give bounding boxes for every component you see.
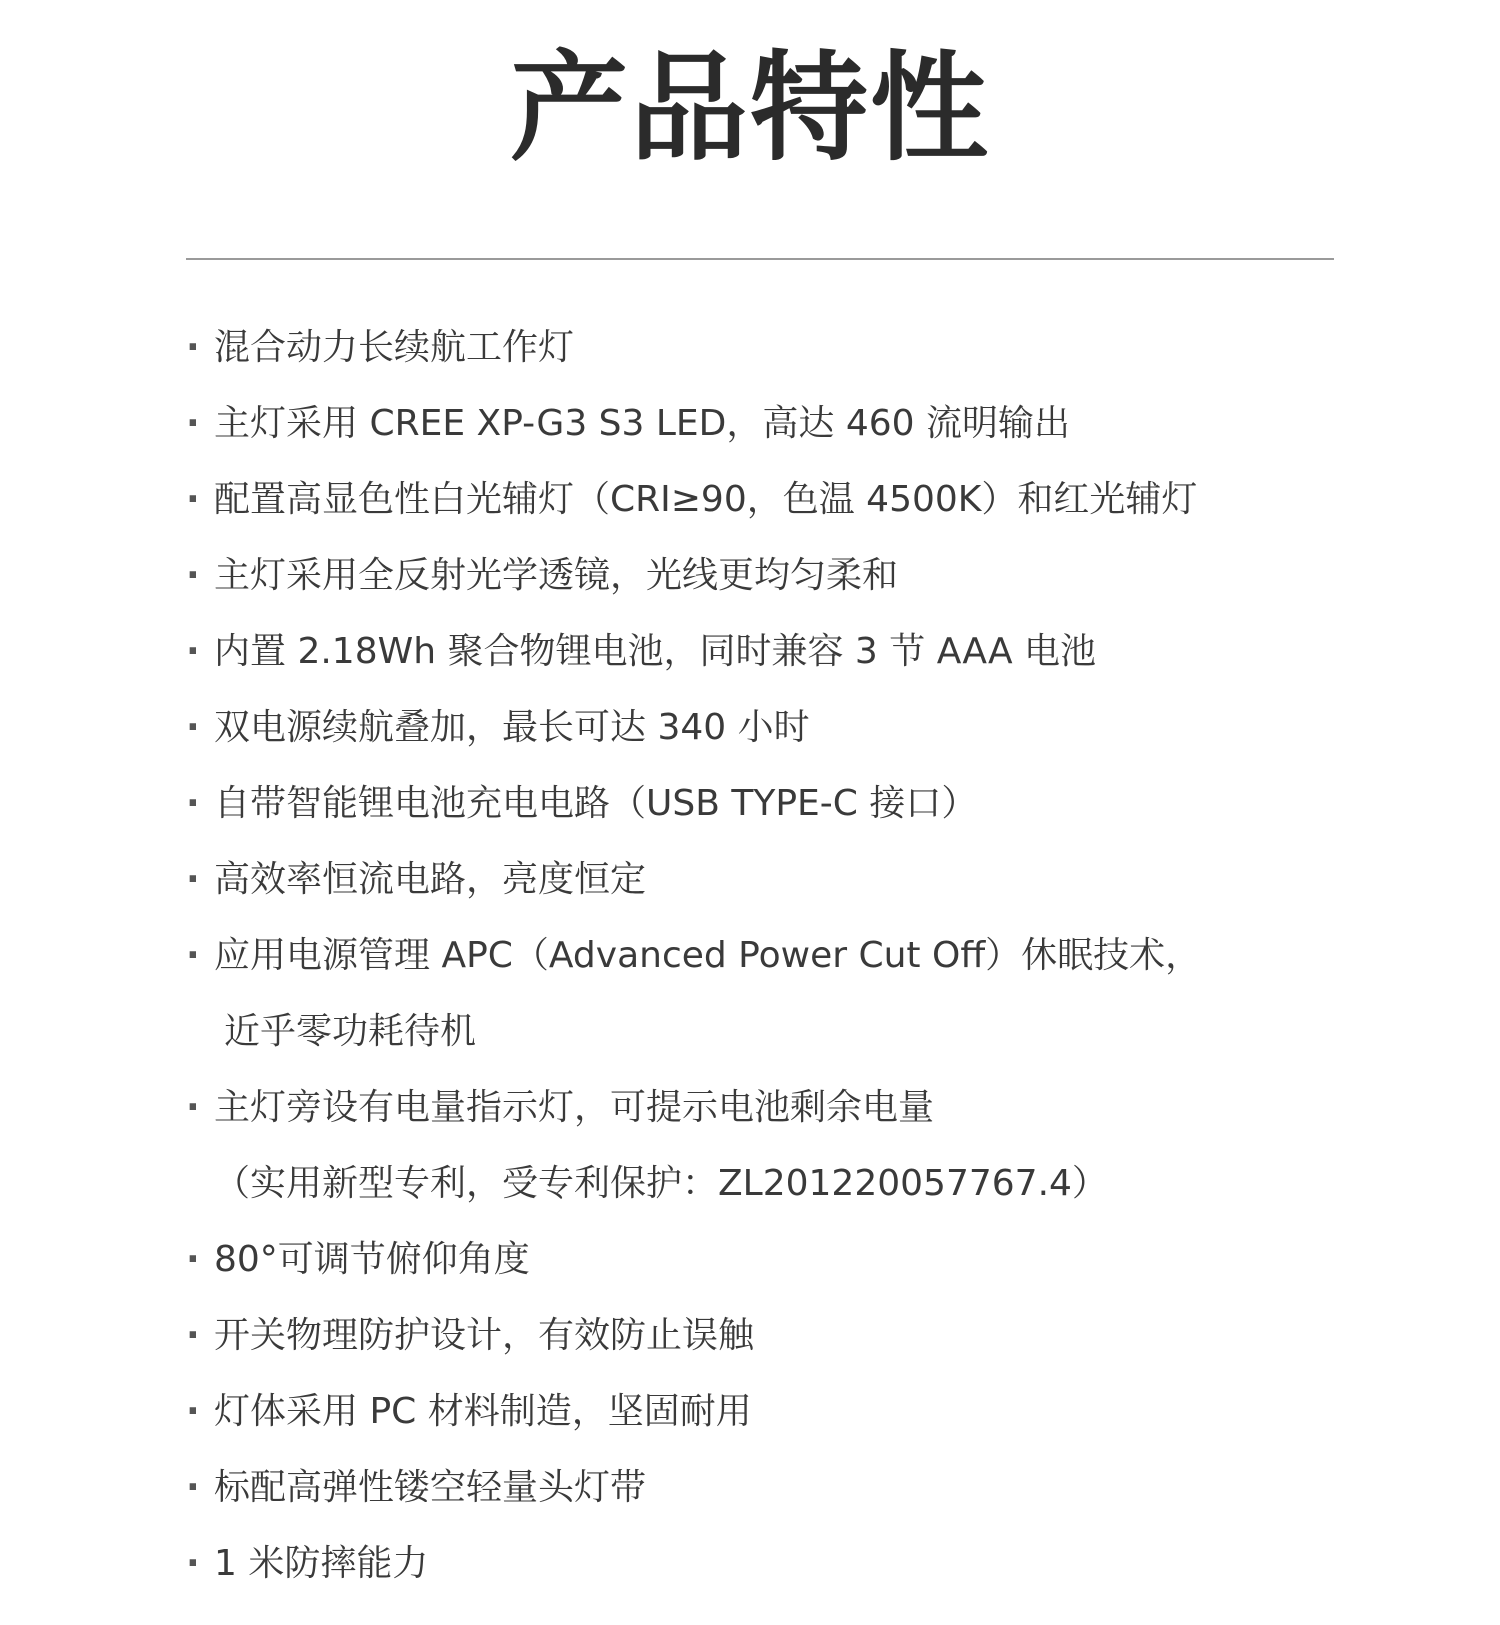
bullet-dot: · — [186, 707, 200, 748]
feature-item — [186, 1374, 1386, 1450]
title-divider — [186, 258, 1334, 260]
feature-item — [186, 462, 1386, 538]
bullet-dot: · — [186, 1087, 200, 1128]
feature-item — [186, 538, 1386, 614]
feature-text: 应用电源管理 APC（Advanced Power Cut Off）休眠技术， — [214, 935, 1202, 976]
feature-item — [186, 1450, 1386, 1526]
feature-text: 标配高弹性镂空轻量头灯带 — [214, 1467, 647, 1508]
bullet-dot: · — [186, 327, 200, 368]
feature-text: 双电源续航叠加，最长可达 340 小时 — [214, 707, 810, 748]
feature-text: 高效率恒流电路，亮度恒定 — [214, 859, 647, 900]
feature-text: 80°可调节俯仰角度 — [214, 1239, 530, 1280]
feature-item — [186, 918, 1386, 994]
bullet-dot: · — [186, 1315, 200, 1356]
feature-text: 主灯旁设有电量指示灯，可提示电池剩余电量 — [214, 1087, 935, 1128]
bullet-dot: · — [186, 403, 200, 444]
bullet-dot: · — [186, 859, 200, 900]
bullet-dot: · — [186, 555, 200, 596]
bullet-dot: · — [186, 1467, 200, 1508]
feature-text: 主灯采用 CREE XP-G3 S3 LED，高达 460 流明输出 — [214, 403, 1070, 444]
feature-item — [186, 1222, 1386, 1298]
bullet-dot: · — [186, 783, 200, 824]
feature-text: 主灯采用全反射光学透镜，光线更均匀柔和 — [214, 555, 899, 596]
feature-item — [186, 842, 1386, 918]
feature-item — [186, 310, 1386, 386]
feature-item — [186, 1298, 1386, 1374]
feature-item-continuation — [186, 1146, 1386, 1222]
bullet-dot: · — [186, 1543, 200, 1584]
feature-item-continuation — [186, 994, 1386, 1070]
feature-text: 1 米防摔能力 — [214, 1543, 429, 1584]
feature-item — [186, 386, 1386, 462]
feature-item — [186, 614, 1386, 690]
bullet-dot: · — [186, 631, 200, 672]
feature-text: 配置高显色性白光辅灯（CRI≥90，色温 4500K）和红光辅灯 — [214, 479, 1198, 520]
feature-continuation-text: 近乎零功耗待机 — [224, 1011, 477, 1052]
feature-text: 开关物理防护设计，有效防止误触 — [214, 1315, 755, 1356]
bullet-dot: · — [186, 935, 200, 976]
feature-list — [186, 310, 1386, 1602]
feature-text: 自带智能锂电池充电电路（USB TYPE-C 接口） — [214, 783, 978, 824]
feature-continuation-text: （实用新型专利，受专利保护：ZL201220057767.4） — [214, 1163, 1108, 1204]
bullet-dot: · — [186, 1239, 200, 1280]
bullet-dot: · — [186, 1391, 200, 1432]
feature-item — [186, 1526, 1386, 1602]
feature-item — [186, 766, 1386, 842]
bullet-dot: · — [186, 479, 200, 520]
feature-item — [186, 1070, 1386, 1146]
feature-text: 灯体采用 PC 材料制造，坚固耐用 — [214, 1391, 752, 1432]
feature-text: 混合动力长续航工作灯 — [214, 327, 575, 368]
feature-text: 内置 2.18Wh 聚合物锂电池，同时兼容 3 节 AAA 电池 — [214, 631, 1097, 672]
feature-item — [186, 690, 1386, 766]
page-title: 产品特性 — [509, 39, 990, 177]
